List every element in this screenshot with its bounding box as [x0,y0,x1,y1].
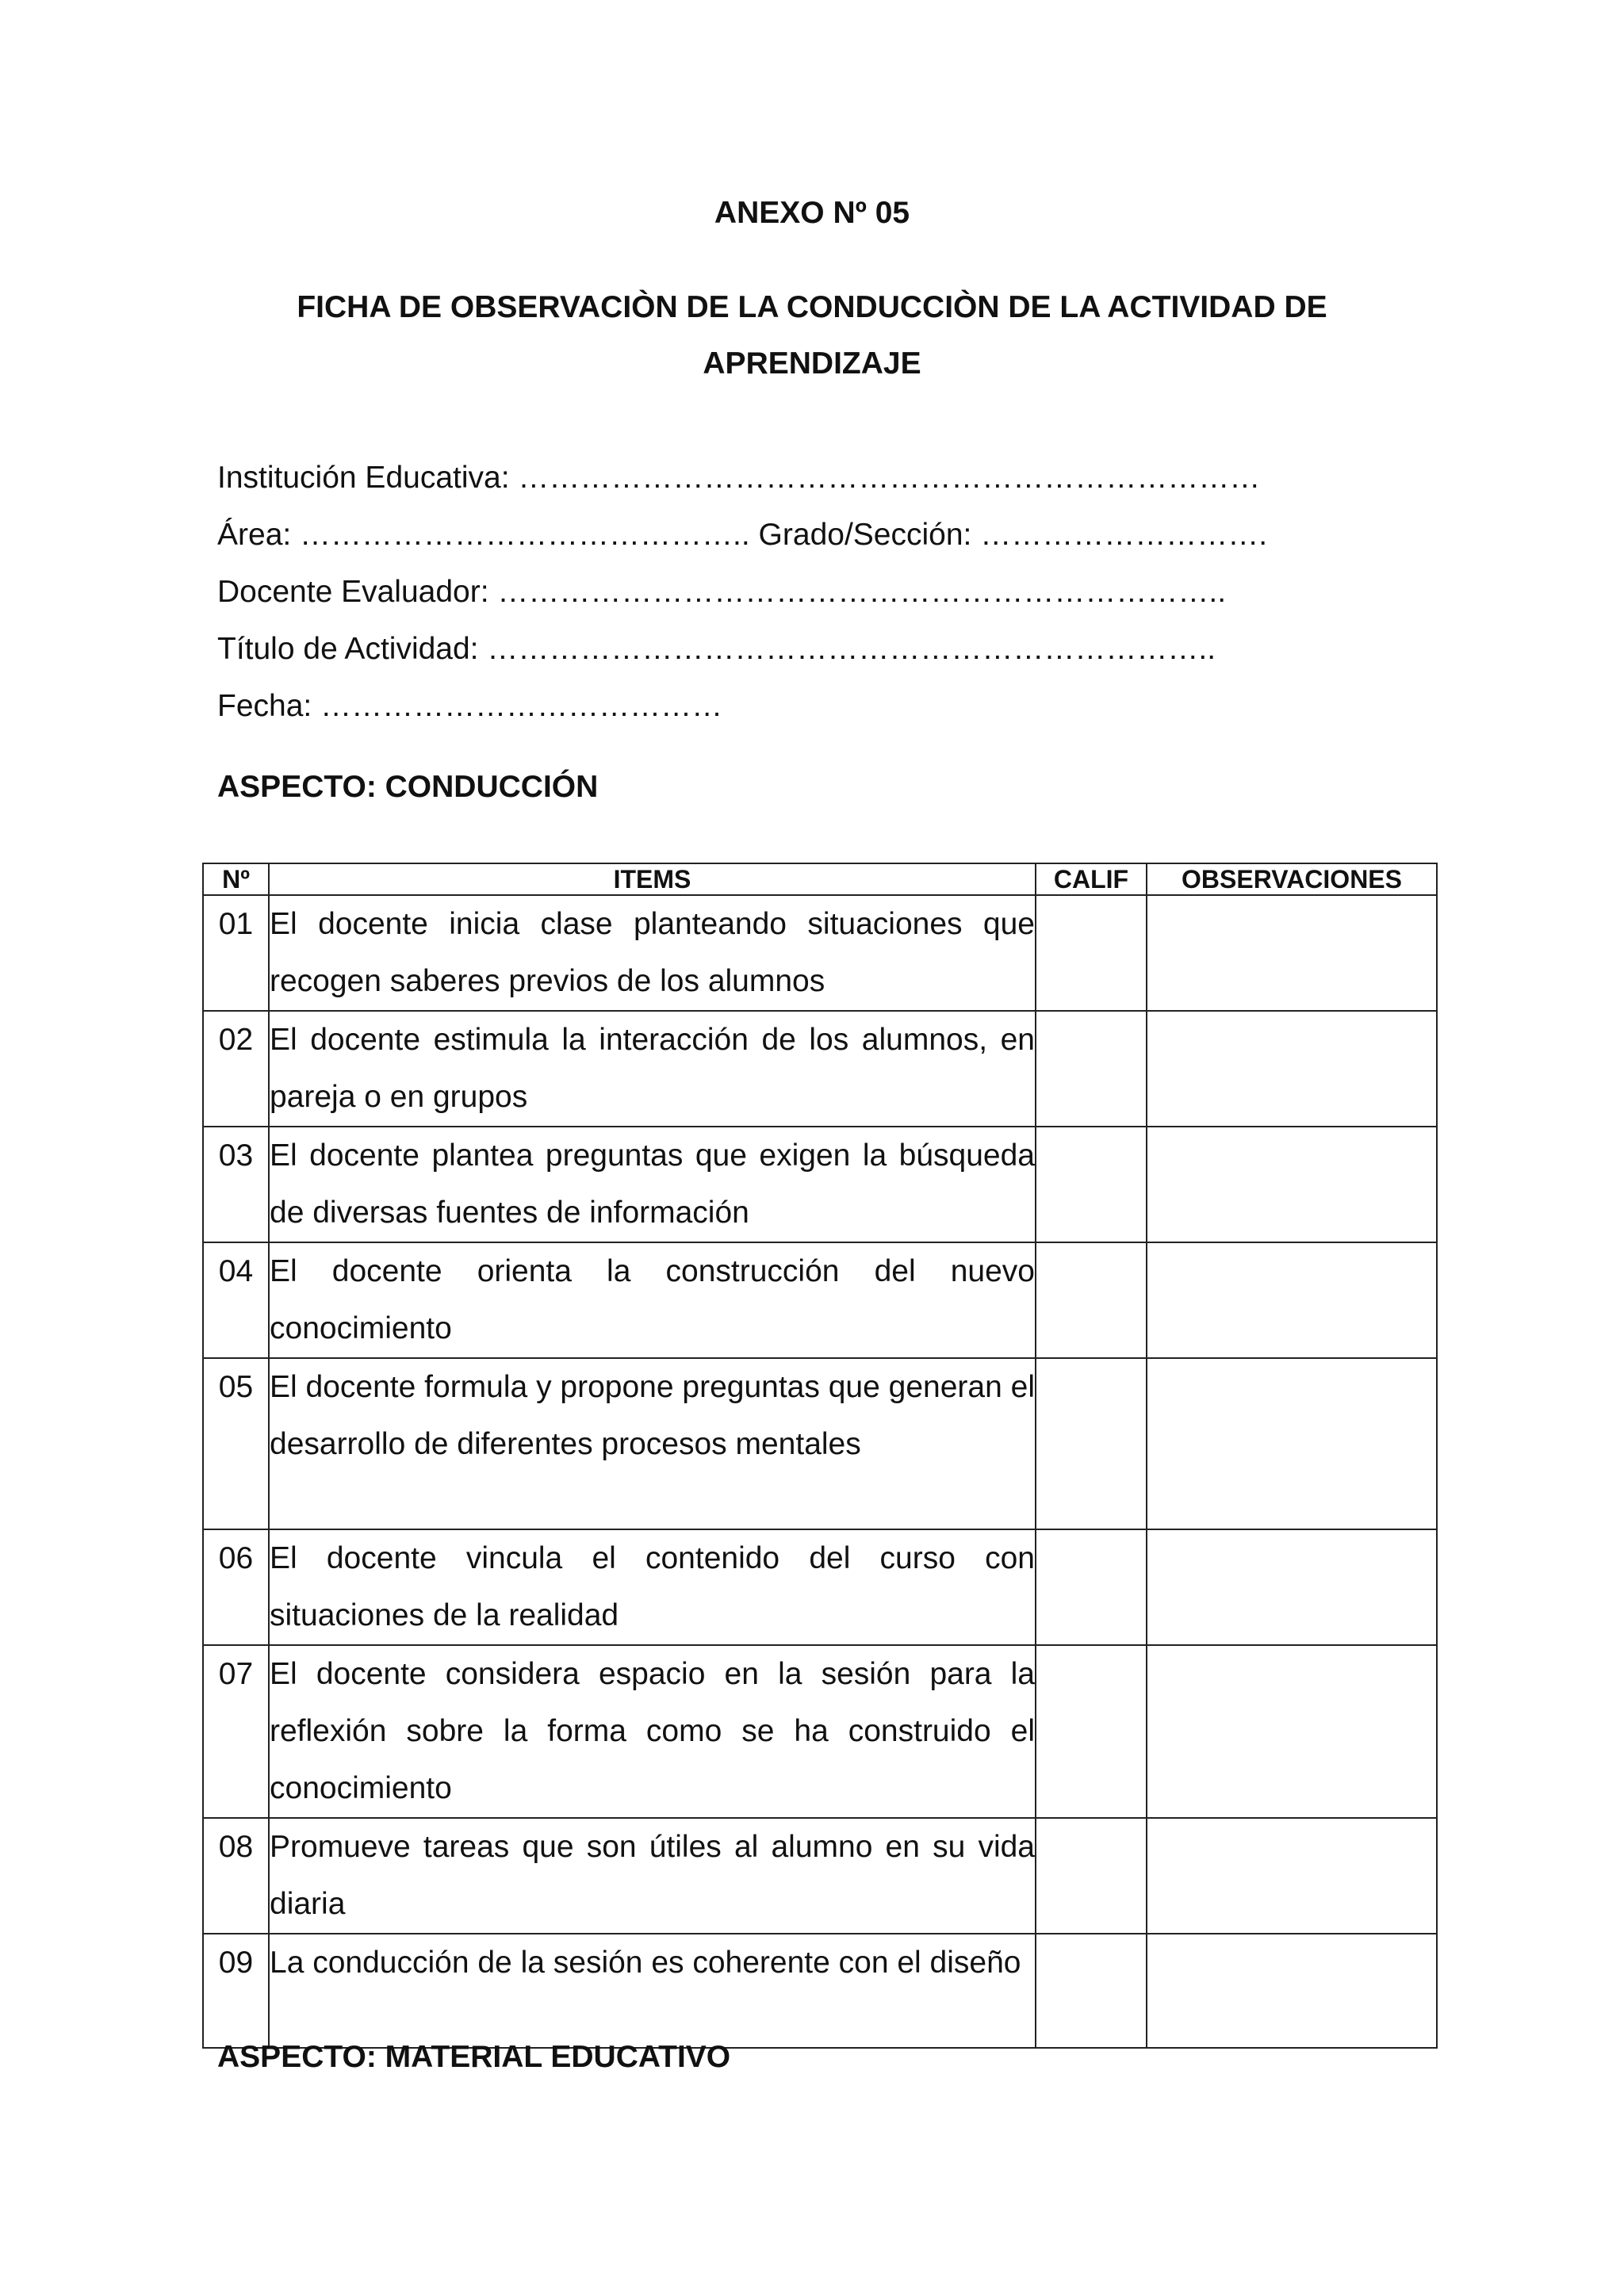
date-field: Fecha: ………………………………… [217,689,723,723]
row-number: 09 [203,1934,269,2048]
row-number: 03 [203,1127,269,1242]
row-number: 06 [203,1529,269,1645]
header-items: ITEMS [269,863,1036,895]
table-row [203,1645,1437,1818]
form-title-line-2: APRENDIZAJE [703,346,921,381]
institution-field: Institución Educativa: ……………………………………………………………… [217,461,1261,495]
observaciones-cell[interactable] [1147,1358,1437,1529]
row-number: 08 [203,1818,269,1934]
observaciones-cell[interactable] [1147,1127,1437,1242]
row-number: 04 [203,1242,269,1358]
table-row [203,1818,1437,1934]
observaciones-cell[interactable] [1147,1818,1437,1934]
aspect-material-heading: ASPECTO: MATERIAL EDUCATIVO [217,2040,731,2074]
row-item: El docente considera espacio en la sesión para la reflexión sobre la forma como se ha construido el conocimiento [269,1645,1036,1818]
table-row [203,1529,1437,1645]
observaciones-cell[interactable] [1147,895,1437,1011]
activity-title-field: Título de Actividad: …………………………………………………………….. [217,632,1216,666]
calif-cell[interactable] [1036,1127,1147,1242]
table-row [203,1934,1437,2048]
area-grade-field: Área: …………………………………….. Grado/Sección: ………………………. [217,518,1268,552]
calif-cell[interactable] [1036,1242,1147,1358]
calif-cell[interactable] [1036,1818,1147,1934]
calif-cell[interactable] [1036,1358,1147,1529]
row-item: El docente inicia clase planteando situaciones que recogen saberes previos de los alumnos [269,895,1036,1011]
observaciones-cell[interactable] [1147,1645,1437,1818]
annex-heading: ANEXO Nº 05 [714,196,910,230]
row-number: 01 [203,895,269,1011]
table-row [203,895,1437,1011]
calif-cell[interactable] [1036,1934,1147,2048]
observation-table [202,863,1438,2049]
header-num: Nº [203,863,269,895]
observaciones-cell[interactable] [1147,1529,1437,1645]
calif-cell[interactable] [1036,1529,1147,1645]
row-item: El docente formula y propone preguntas que generan el desarrollo de diferentes procesos mentales [269,1358,1036,1529]
row-item: Promueve tareas que son útiles al alumno en su vida diaria [269,1818,1036,1934]
header-calif: CALIF [1036,863,1147,895]
observaciones-cell[interactable] [1147,1934,1437,2048]
row-item: El docente vincula el contenido del curso con situaciones de la realidad [269,1529,1036,1645]
row-number: 05 [203,1358,269,1529]
header-observaciones: OBSERVACIONES [1147,863,1437,895]
row-item: El docente estimula la interacción de los alumnos, en pareja o en grupos [269,1011,1036,1127]
table-row [203,1358,1437,1529]
observaciones-cell[interactable] [1147,1242,1437,1358]
row-item: El docente orienta la construcción del nuevo conocimiento [269,1242,1036,1358]
row-item: El docente plantea preguntas que exigen la búsqueda de diversas fuentes de información [269,1127,1036,1242]
table-row [203,1127,1437,1242]
calif-cell[interactable] [1036,895,1147,1011]
form-title-line-1: FICHA DE OBSERVACIÒN DE LA CONDUCCIÒN DE LA ACTIVIDAD DE [297,290,1327,324]
observaciones-cell[interactable] [1147,1011,1437,1127]
evaluator-field: Docente Evaluador: …………………………………………………………….. [217,575,1227,609]
table-row [203,1011,1437,1127]
calif-cell[interactable] [1036,1645,1147,1818]
table-row [203,1242,1437,1358]
row-number: 02 [203,1011,269,1127]
calif-cell[interactable] [1036,1011,1147,1127]
row-item: La conducción de la sesión es coherente con el diseño [269,1934,1036,2048]
row-number: 07 [203,1645,269,1818]
table-header-row [203,863,1437,895]
aspect-conduccion-heading: ASPECTO: CONDUCCIÓN [217,770,599,804]
